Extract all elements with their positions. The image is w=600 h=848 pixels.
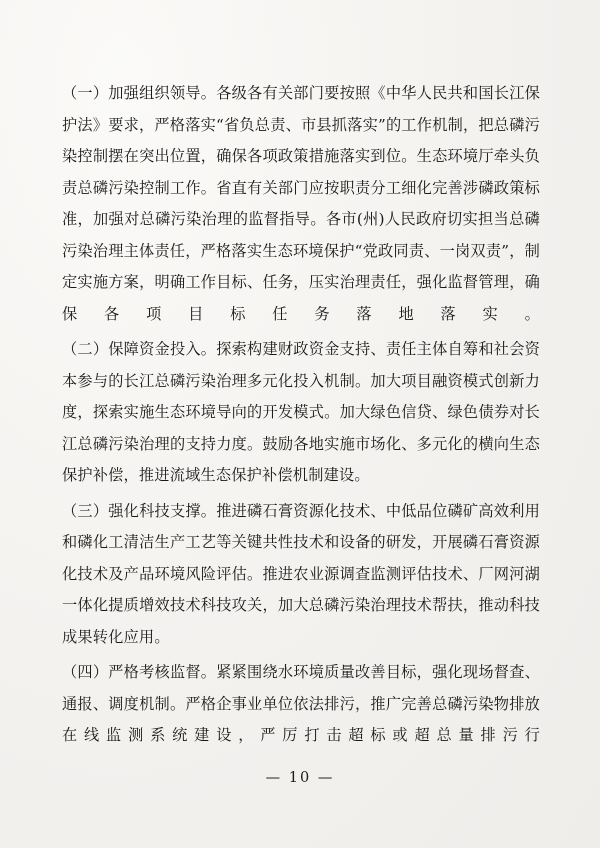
paragraph-3: （三）强化科技支撑。推进磷石膏资源化技术、中低品位磷矿高效利用和磷化工清洁生产工艺等关键共性技术和设备的研发，开展磷石膏资源化技术及产品环境风险评估。推进农业源调查监测评估技术、厂网河湖一体化提质增效技术科技攻关，加大总磷污染治理技术帮扶，推动科技成果转化应用。 [62,501,540,646]
page-content [62,78,540,756]
page-number: — 10 — [265,770,335,786]
paragraph-4: （四）严格考核监督。紧紧围绕水环境质量改善目标，强化现场督查、通报、调度机制。严格企事业单位依法排污，推广完善总磷污染物排放在线监测系统建设，严厉打击超标或超总量排污行 [62,663,540,744]
paragraph-1: （一）加强组织领导。各级各有关部门要按照《中华人民共和国长江保护法》要求，严格落实“省负总责、市县抓落实”的工作机制，把总磷污染控制摆在突出位置，确保各项政策措施落实到位。生态环境厅牵头负责总磷污染控制工作。省直有关部门应按职责分工细化完善涉磷政策标准，加强对总磷污染治理的监督指导。各市(州)人民政府切实担当总磷污染治理主体责任，严格落实生态环境保护“党政同责、一岗双责”，制定实施方案，明确工作目标、任务，压实治理责任，强化监督管理，确保各项目标任务落地落实。 [62,84,540,323]
paragraph-2: （二）保障资金投入。探索构建财政资金支持、责任主体自筹和社会资本参与的长江总磷污染治理多元化投入机制。加大项目融资模式创新力度，探索实施生态环境导向的开发模式。加大绿色信贷、绿色债券对长江总磷污染治理的支持力度。鼓励各地实施市场化、多元化的横向生态保护补偿，推进流域生态保护补偿机制建设。 [62,340,540,484]
